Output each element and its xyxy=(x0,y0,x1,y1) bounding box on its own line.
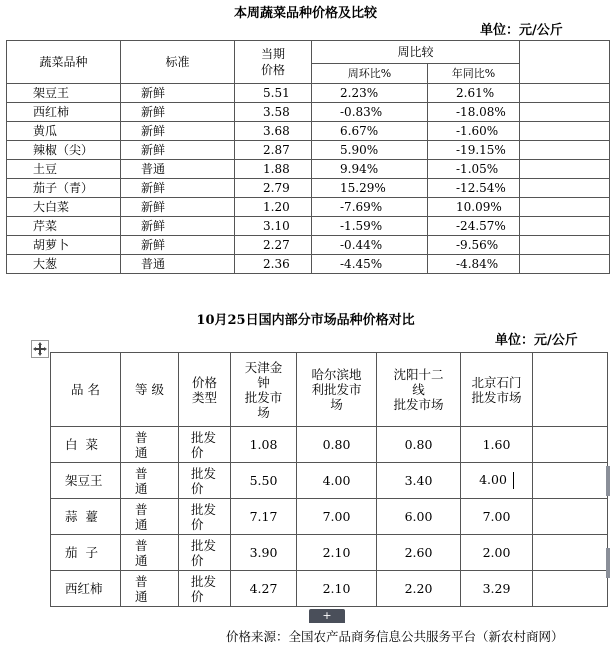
table-row xyxy=(7,255,610,274)
header-tianjin-l3: 批发市 xyxy=(244,389,283,405)
cell-variety: 土豆 xyxy=(7,160,121,179)
cell-name: 白 菜 xyxy=(51,427,121,463)
cell-variety: 大葱 xyxy=(7,255,121,274)
cell-blank xyxy=(520,160,610,179)
cell-name: 西红柿 xyxy=(51,571,121,607)
cell-blank xyxy=(520,198,610,217)
cell-grade-line: 通 xyxy=(135,480,148,496)
cell-standard: 新鲜 xyxy=(121,217,235,236)
cell-shenyang: 2.20 xyxy=(377,571,461,607)
cell-standard: 普通 xyxy=(121,255,235,274)
cell-harbin: 2.10 xyxy=(297,535,377,571)
header-blank2 xyxy=(533,353,608,427)
cell-yoy: -9.56% xyxy=(428,236,520,255)
vegetable-price-table xyxy=(6,40,610,274)
cell-beijing xyxy=(461,463,533,499)
table-row xyxy=(7,198,610,217)
cell-grade-line: 通 xyxy=(135,516,148,532)
cell-price-type-line: 价 xyxy=(191,588,204,604)
cell-blank xyxy=(520,103,610,122)
cell-price: 3.68 xyxy=(235,122,312,141)
cell-grade-line: 普 xyxy=(135,537,148,553)
table-row xyxy=(7,122,610,141)
header-grade: 等 级 xyxy=(121,353,179,427)
cell-yoy: -24.57% xyxy=(428,217,520,236)
cell-price-type-line: 价 xyxy=(191,444,204,460)
cell-price: 2.87 xyxy=(235,141,312,160)
header-tianjin-l1: 天津金 xyxy=(244,359,283,375)
cell-mom: 15.29% xyxy=(312,179,428,198)
cell-variety: 茄子（青） xyxy=(7,179,121,198)
cell-variety: 黄瓜 xyxy=(7,122,121,141)
cell-price-type xyxy=(179,427,231,463)
header-tianjin-l2: 钟 xyxy=(257,374,270,390)
cell-price-type xyxy=(179,499,231,535)
cell-blank xyxy=(533,535,608,571)
cell-price-type-line: 批发 xyxy=(191,429,217,445)
cell-blank xyxy=(533,463,608,499)
table-row xyxy=(51,499,608,535)
table-row xyxy=(7,84,610,103)
cell-mom: 5.90% xyxy=(312,141,428,160)
cell-yoy: 2.61% xyxy=(428,84,520,103)
cell-yoy: 10.09% xyxy=(428,198,520,217)
cell-tianjin: 7.17 xyxy=(231,499,297,535)
cell-grade-line: 普 xyxy=(135,573,148,589)
column-resize-handle[interactable] xyxy=(606,548,610,578)
cell-standard: 新鲜 xyxy=(121,122,235,141)
cell-mom: 6.67% xyxy=(312,122,428,141)
header-harbin-l2: 利批发市 xyxy=(311,382,362,397)
table2-title: 10月25日国内部分市场品种价格对比 xyxy=(196,313,415,328)
header-price xyxy=(235,41,312,84)
header-price-type-l2: 类型 xyxy=(191,389,217,405)
cell-price-type-line: 价 xyxy=(191,516,204,532)
cell-yoy: -1.05% xyxy=(428,160,520,179)
cell-blank xyxy=(533,499,608,535)
cell-price-type-line: 批发 xyxy=(191,501,217,517)
header-yoy: 年同比% xyxy=(428,64,520,84)
cell-blank xyxy=(520,217,610,236)
table-row xyxy=(51,427,608,463)
table-row xyxy=(7,236,610,255)
cell-mom: -1.59% xyxy=(312,217,428,236)
cell-grade xyxy=(121,499,179,535)
move-handle-icon[interactable] xyxy=(31,340,49,358)
cell-harbin: 4.00 xyxy=(297,463,377,499)
header-standard: 标准 xyxy=(121,41,235,84)
cell-yoy: -12.54% xyxy=(428,179,520,198)
cell-price: 1.20 xyxy=(235,198,312,217)
cell-tianjin: 3.90 xyxy=(231,535,297,571)
table-row xyxy=(51,571,608,607)
cell-grade-line: 普 xyxy=(135,465,148,481)
header-variety: 蔬菜品种 xyxy=(7,41,121,84)
header-weekly: 周比较 xyxy=(312,41,520,64)
table2-unit: 单位：元/公斤 xyxy=(495,333,578,348)
cell-blank xyxy=(520,141,610,160)
cell-blank xyxy=(533,571,608,607)
cell-name: 架豆王 xyxy=(51,463,121,499)
cell-grade-line: 普 xyxy=(135,501,148,517)
add-row-icon[interactable]: + xyxy=(309,609,345,623)
header-tianjin xyxy=(231,353,297,427)
cell-yoy: -4.84% xyxy=(428,255,520,274)
header-harbin-l1: 哈尔滨地 xyxy=(311,367,362,382)
cell-price: 2.36 xyxy=(235,255,312,274)
cell-blank xyxy=(520,179,610,198)
cell-harbin: 0.80 xyxy=(297,427,377,463)
cell-grade xyxy=(121,535,179,571)
cell-shenyang: 2.60 xyxy=(377,535,461,571)
cell-variety: 架豆王 xyxy=(7,84,121,103)
cell-standard: 新鲜 xyxy=(121,141,235,160)
cell-beijing: 2.00 xyxy=(461,535,533,571)
cell-standard: 新鲜 xyxy=(121,103,235,122)
cell-standard: 新鲜 xyxy=(121,198,235,217)
market-price-table xyxy=(50,352,608,607)
header-mom: 周环比% xyxy=(312,64,428,84)
cell-mom: 2.23% xyxy=(312,84,428,103)
cell-mom: -7.69% xyxy=(312,198,428,217)
cell-price-type-line: 批发 xyxy=(191,537,217,553)
cell-grade xyxy=(121,463,179,499)
cell-shenyang: 6.00 xyxy=(377,499,461,535)
cell-beijing: 3.29 xyxy=(461,571,533,607)
cell-standard: 新鲜 xyxy=(121,179,235,198)
header-harbin xyxy=(297,353,377,427)
header-price-type-l1: 价格 xyxy=(191,374,217,390)
cell-price: 1.88 xyxy=(235,160,312,179)
cell-variety: 辣椒（尖） xyxy=(7,141,121,160)
cell-blank xyxy=(520,84,610,103)
header-name: 品 名 xyxy=(51,353,121,427)
cell-tianjin: 4.27 xyxy=(231,571,297,607)
cell-blank xyxy=(520,255,610,274)
cell-harbin: 7.00 xyxy=(297,499,377,535)
cell-price-type-line: 价 xyxy=(191,480,204,496)
cell-grade xyxy=(121,427,179,463)
header-shenyang xyxy=(377,353,461,427)
header-tianjin-l4: 场 xyxy=(257,404,270,420)
cell-yoy: -19.15% xyxy=(428,141,520,160)
cell-standard: 普通 xyxy=(121,160,235,179)
header-price-type xyxy=(179,353,231,427)
cell-blank xyxy=(533,427,608,463)
header-beijing-l2: 批发市场 xyxy=(471,389,522,405)
header-shenyang-l3: 批发市场 xyxy=(393,397,444,412)
cell-beijing-value[interactable]: 4.00 xyxy=(479,472,507,487)
cell-grade-line: 通 xyxy=(135,552,148,568)
cell-price: 5.51 xyxy=(235,84,312,103)
header-shenyang-l1: 沈阳十二 xyxy=(393,367,444,382)
column-resize-handle[interactable] xyxy=(606,466,610,496)
cell-harbin: 2.10 xyxy=(297,571,377,607)
table1-title: 本周蔬菜品种价格及比较 xyxy=(233,6,377,21)
cell-price: 3.10 xyxy=(235,217,312,236)
header-blank xyxy=(520,41,610,84)
table-row xyxy=(7,103,610,122)
cell-grade-line: 普 xyxy=(135,429,148,445)
cell-shenyang: 0.80 xyxy=(377,427,461,463)
cell-variety: 胡萝卜 xyxy=(7,236,121,255)
table1-unit: 单位：元/公斤 xyxy=(480,23,563,38)
cell-price-type-line: 价 xyxy=(191,552,204,568)
table-row xyxy=(7,217,610,236)
cell-shenyang: 3.40 xyxy=(377,463,461,499)
cell-beijing: 1.60 xyxy=(461,427,533,463)
cell-price-type xyxy=(179,463,231,499)
cell-variety: 西红柿 xyxy=(7,103,121,122)
cell-mom: 9.94% xyxy=(312,160,428,179)
cell-variety: 芹菜 xyxy=(7,217,121,236)
header-beijing-l1: 北京石门 xyxy=(471,374,522,390)
header-harbin-l3: 场 xyxy=(330,397,343,412)
cell-price: 3.58 xyxy=(235,103,312,122)
cell-price-type xyxy=(179,571,231,607)
cell-grade xyxy=(121,571,179,607)
cell-grade-line: 通 xyxy=(135,444,148,460)
cell-yoy: -18.08% xyxy=(428,103,520,122)
table-row xyxy=(51,463,608,499)
cell-name: 蒜 薹 xyxy=(51,499,121,535)
price-source: 价格来源：全国农产品商务信息公共服务平台（新农村商网） xyxy=(226,629,564,644)
cell-mom: -0.44% xyxy=(312,236,428,255)
cell-price-type xyxy=(179,535,231,571)
header-price-line2: 价格 xyxy=(260,63,285,77)
text-caret xyxy=(513,472,514,489)
cell-grade-line: 通 xyxy=(135,588,148,604)
table-row xyxy=(7,141,610,160)
header-beijing xyxy=(461,353,533,427)
cell-price: 2.79 xyxy=(235,179,312,198)
cell-price-type-line: 批发 xyxy=(191,573,217,589)
table-row xyxy=(51,535,608,571)
cell-variety: 大白菜 xyxy=(7,198,121,217)
cell-mom: -0.83% xyxy=(312,103,428,122)
cell-beijing: 7.00 xyxy=(461,499,533,535)
cell-tianjin: 5.50 xyxy=(231,463,297,499)
header-price-line1: 当期 xyxy=(260,47,285,61)
cell-blank xyxy=(520,236,610,255)
table-row xyxy=(7,160,610,179)
cell-price-type-line: 批发 xyxy=(191,465,217,481)
cell-tianjin: 1.08 xyxy=(231,427,297,463)
cell-standard: 新鲜 xyxy=(121,84,235,103)
cell-name: 茄 子 xyxy=(51,535,121,571)
cell-standard: 新鲜 xyxy=(121,236,235,255)
cell-mom: -4.45% xyxy=(312,255,428,274)
cell-yoy: -1.60% xyxy=(428,122,520,141)
cell-price: 2.27 xyxy=(235,236,312,255)
table-row xyxy=(7,179,610,198)
cell-blank xyxy=(520,122,610,141)
header-shenyang-l2: 线 xyxy=(412,382,425,397)
